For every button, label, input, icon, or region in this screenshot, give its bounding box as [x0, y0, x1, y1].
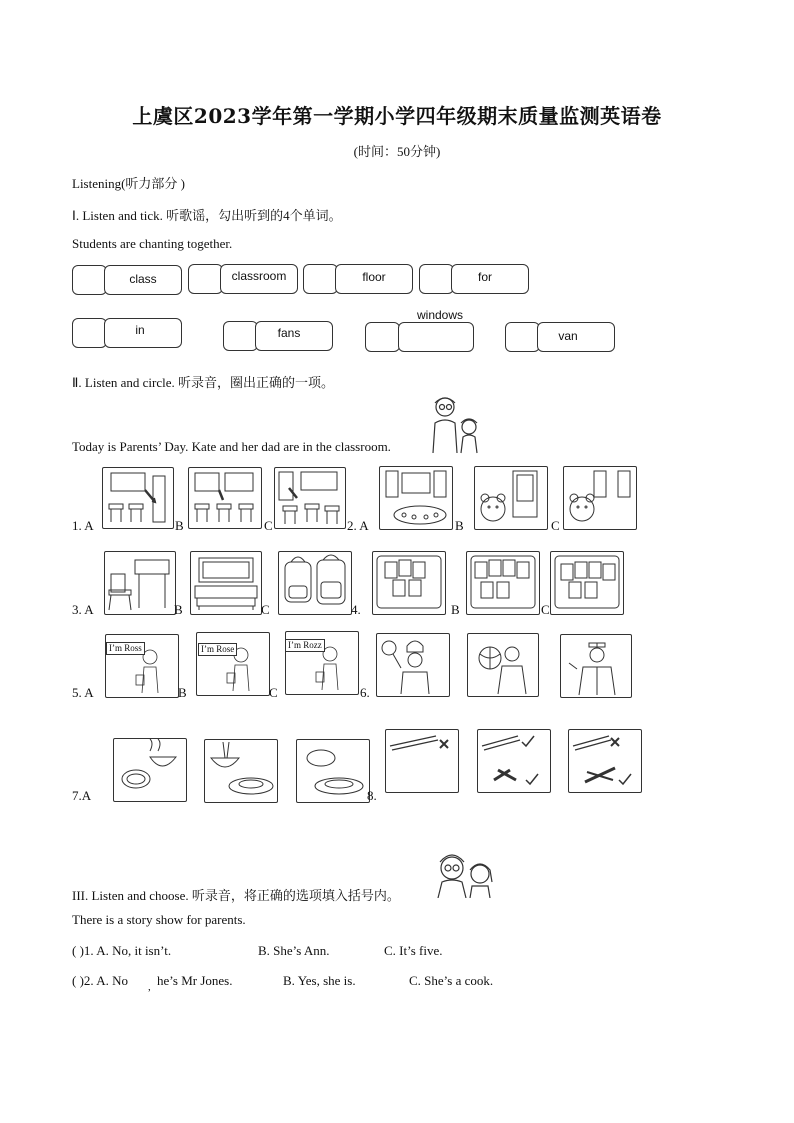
q4-option-b-notebook-icon[interactable]: [466, 551, 540, 615]
listening-heading: Listening(听力部分 ): [72, 176, 186, 191]
q4-option-a-notebook-icon[interactable]: [372, 551, 446, 615]
q8-option-c-fork-knife-icon[interactable]: [568, 729, 642, 793]
q3-2-option-a[interactable]: ( )2. A. No: [72, 973, 128, 988]
tick-box-floor[interactable]: [303, 264, 338, 294]
q4-label-b: B: [451, 602, 460, 617]
section1-title: Ⅰ. Listen and tick. 听歌谣，勾出听到的4个单词。: [72, 208, 342, 223]
q1-label-b: B: [175, 518, 184, 533]
word-box-van: van: [537, 322, 615, 352]
section2-intro: Today is Parents’ Day. Kate and her dad are in the classroom.: [72, 439, 391, 454]
q3-option-c-school-bag-icon[interactable]: [278, 551, 352, 615]
page-title: 上虞区2023学年第一学期小学四年级期末质量监测英语卷: [132, 104, 662, 128]
q7-option-a-food-plate-icon[interactable]: [113, 738, 187, 802]
q5-label: 5. A: [72, 685, 94, 700]
q2-option-c-picture[interactable]: [563, 466, 637, 530]
word-box-in: in: [104, 318, 182, 348]
parent-child-icon: [432, 846, 500, 898]
q2-label-b: B: [455, 518, 464, 533]
name-tag-rose: I’m Rose: [198, 643, 237, 656]
word-box-windows: [398, 322, 474, 352]
q3-2-comma-mark: ,: [148, 981, 151, 993]
word-box-for: for: [451, 264, 529, 294]
q6-option-b-basketball-player-icon[interactable]: [467, 633, 539, 697]
q6-option-c-doctor-icon[interactable]: [560, 634, 632, 698]
q3-1-option-a[interactable]: ( )1. A. No, it isn’t.: [72, 943, 172, 958]
q1-label: 1. A: [72, 518, 94, 533]
name-tag-ross: I’m Ross: [106, 642, 145, 655]
q5-label-b: B: [178, 685, 187, 700]
q5-option-b-child-figure-icon[interactable]: [196, 632, 270, 696]
q7-label: 7.A: [72, 788, 92, 803]
name-tag-rozz: I’m Rozz: [285, 639, 325, 652]
q3-2-option-c[interactable]: C. She’s a cook.: [409, 973, 494, 988]
section1-intro: Students are chanting together.: [72, 236, 233, 251]
q3-label-b: B: [174, 602, 183, 617]
q2-option-a-picture[interactable]: [379, 466, 453, 530]
q4-label-c: C: [541, 602, 550, 617]
q7-option-c-food-plate-icon[interactable]: [296, 739, 370, 803]
tick-box-windows[interactable]: [365, 322, 400, 352]
q3-2-option-b[interactable]: B. Yes, she is.: [283, 973, 356, 988]
q6-label: 6.: [360, 685, 370, 700]
q6-option-a-cook-icon[interactable]: [376, 633, 450, 697]
tick-box-classroom[interactable]: [188, 264, 223, 294]
q8-label: 8.: [367, 788, 377, 803]
word-box-fans: fans: [255, 321, 333, 351]
section3-intro: There is a story show for parents.: [72, 912, 246, 927]
q3-1-option-c[interactable]: C. It’s five.: [384, 943, 443, 958]
tick-box-for[interactable]: [419, 264, 454, 294]
q1-label-c: C: [264, 518, 273, 533]
section2-title: Ⅱ. Listen and circle. 听录音，圈出正确的一项。: [72, 375, 335, 390]
parent-child-icon: [425, 393, 485, 455]
q3-label-c: C: [261, 602, 270, 617]
q1-option-b-classroom-picture[interactable]: [188, 467, 262, 529]
q2-label-c: C: [551, 518, 560, 533]
q2-label: 2. A: [347, 518, 369, 533]
q1-option-a-classroom-picture[interactable]: [102, 467, 174, 529]
q2-option-b-picture[interactable]: [474, 466, 548, 530]
q3-option-b-teacher-desk[interactable]: [190, 551, 262, 615]
q4-option-c-notebook-icon[interactable]: [550, 551, 624, 615]
tick-box-fans[interactable]: [223, 321, 258, 351]
q3-label: 3. A: [72, 602, 94, 617]
word-label-windows: windows: [416, 308, 464, 322]
q8-option-b-fork-knife-icon[interactable]: [477, 729, 551, 793]
q3-2-option-a-rest: he’s Mr Jones.: [157, 973, 233, 988]
tick-box-van[interactable]: [505, 322, 540, 352]
q4-label: 4.: [351, 602, 361, 617]
q1-option-c-classroom-picture[interactable]: [274, 467, 346, 529]
tick-box-class[interactable]: [72, 265, 107, 295]
q8-option-a-chopsticks-icon[interactable]: [385, 729, 459, 793]
q7-option-b-food-plate-icon[interactable]: [204, 739, 278, 803]
q3-option-a-desk-chair[interactable]: [104, 551, 176, 615]
q5-label-c: C: [269, 685, 278, 700]
section3-title: III. Listen and choose. 听录音，将正确的选项填入括号内。: [72, 888, 400, 903]
exam-duration: (时间：50分钟): [353, 144, 441, 159]
q3-1-option-b[interactable]: B. She’s Ann.: [258, 943, 330, 958]
word-box-floor: floor: [335, 264, 413, 294]
word-box-classroom: classroom: [220, 264, 298, 294]
word-box-class: class: [104, 265, 182, 295]
tick-box-in[interactable]: [72, 318, 107, 348]
